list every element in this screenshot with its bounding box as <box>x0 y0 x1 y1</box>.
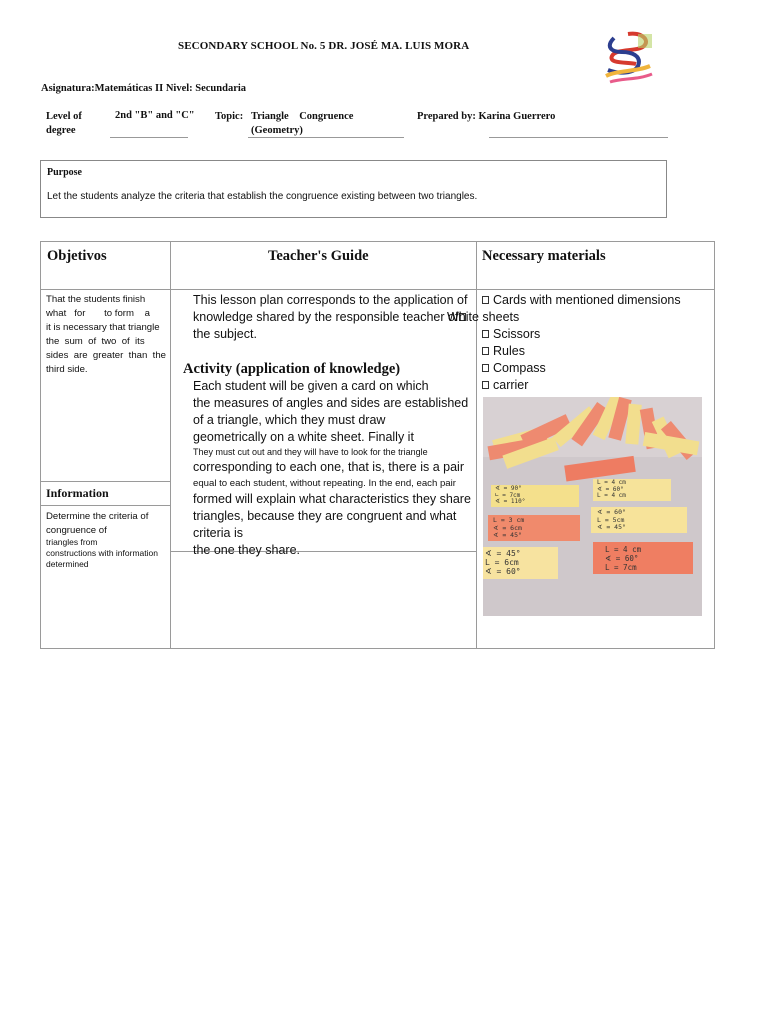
purpose-box <box>40 160 667 218</box>
material-item: White sheets <box>447 310 520 324</box>
material-item: Rules <box>482 343 707 360</box>
card-1-text: ∢ = 90° ∟ = 7cm ∢ = 110° <box>495 485 526 505</box>
activity-text: Each student will be given a card on which the measures of angles and sides are established of a triangle, which they must draw geometrically on a white sheet. Finally it They must cut out and they will have to look for the triangle corresponding to each one, that is, there is a pair equal to each student, without repeating. In the end, each pair formed will explain what characteristics they share triangles, because they are congruent and what criteria is the one they share. <box>193 379 471 557</box>
school-logo <box>598 30 658 92</box>
topic-underline <box>248 137 404 138</box>
checkbox-icon <box>482 347 489 355</box>
prepared-underline <box>489 137 668 138</box>
materials-list <box>447 292 707 394</box>
checkbox-icon <box>482 296 489 304</box>
header-materials: Necessary materials <box>482 248 606 264</box>
objectives-text: That the students finish what for to form a it is necessary that triangle the sum of two of its sides are greater than the third side. <box>46 294 166 375</box>
material-item: Cards with mentioned dimensions <box>482 292 707 309</box>
material-item: Compass <box>482 360 707 377</box>
subject-line: Asignatura:Matemáticas II Nivel: Secundaria <box>41 83 247 94</box>
header-objectives: Objetivos <box>47 248 107 264</box>
card-3-text: L = 3 cm ∢ = 6cm ∢ = 45° <box>493 516 525 539</box>
checkbox-icon <box>482 364 489 372</box>
prepared-by: Prepared by: Karina Guerrero <box>417 111 556 122</box>
card-2-text: L = 4 cm ∢ = 60° L = 4 cm <box>597 479 626 499</box>
header-teachers-guide: Teacher's Guide <box>268 248 369 264</box>
topic-label: Topic: <box>215 111 244 122</box>
information-title: Information <box>46 486 109 500</box>
level-label: Level of degree <box>46 111 82 136</box>
card-4-text: ∢ = 60° L = 5cm ∢ = 45° <box>597 508 626 531</box>
activity-title: Activity (application of knowledge) <box>183 361 401 377</box>
purpose-text: Let the students analyze the criteria that establish the congruence existing between two triangles. <box>47 191 478 202</box>
purpose-title: Purpose <box>47 167 82 178</box>
information-text: Determine the criteria of congruence of triangles from constructions with information determined <box>46 511 158 569</box>
level-underline <box>110 137 188 138</box>
school-name: SECONDARY SCHOOL No. 5 DR. JOSÉ MA. LUIS MORA <box>178 40 470 52</box>
card-6-text: L = 4 cm ∢ = 60° L = 7cm <box>605 545 642 572</box>
guide-intro: This lesson plan corresponds to the application of knowledge shared by the responsible teacher of the subject. <box>193 293 468 341</box>
checkbox-icon <box>482 330 489 338</box>
material-item: Scissors <box>482 326 707 343</box>
cards-photo <box>483 397 702 616</box>
card-5-text: ∢ = 45° L = 6cm ∢ = 60° <box>485 549 521 576</box>
cards-pile-image <box>483 397 702 616</box>
checkbox-icon <box>482 381 489 389</box>
level-value: 2nd "B" and "C" <box>115 110 195 121</box>
material-item: carrier <box>482 377 707 394</box>
topic-value: Triangle Congruence (Geometry) <box>251 111 354 136</box>
